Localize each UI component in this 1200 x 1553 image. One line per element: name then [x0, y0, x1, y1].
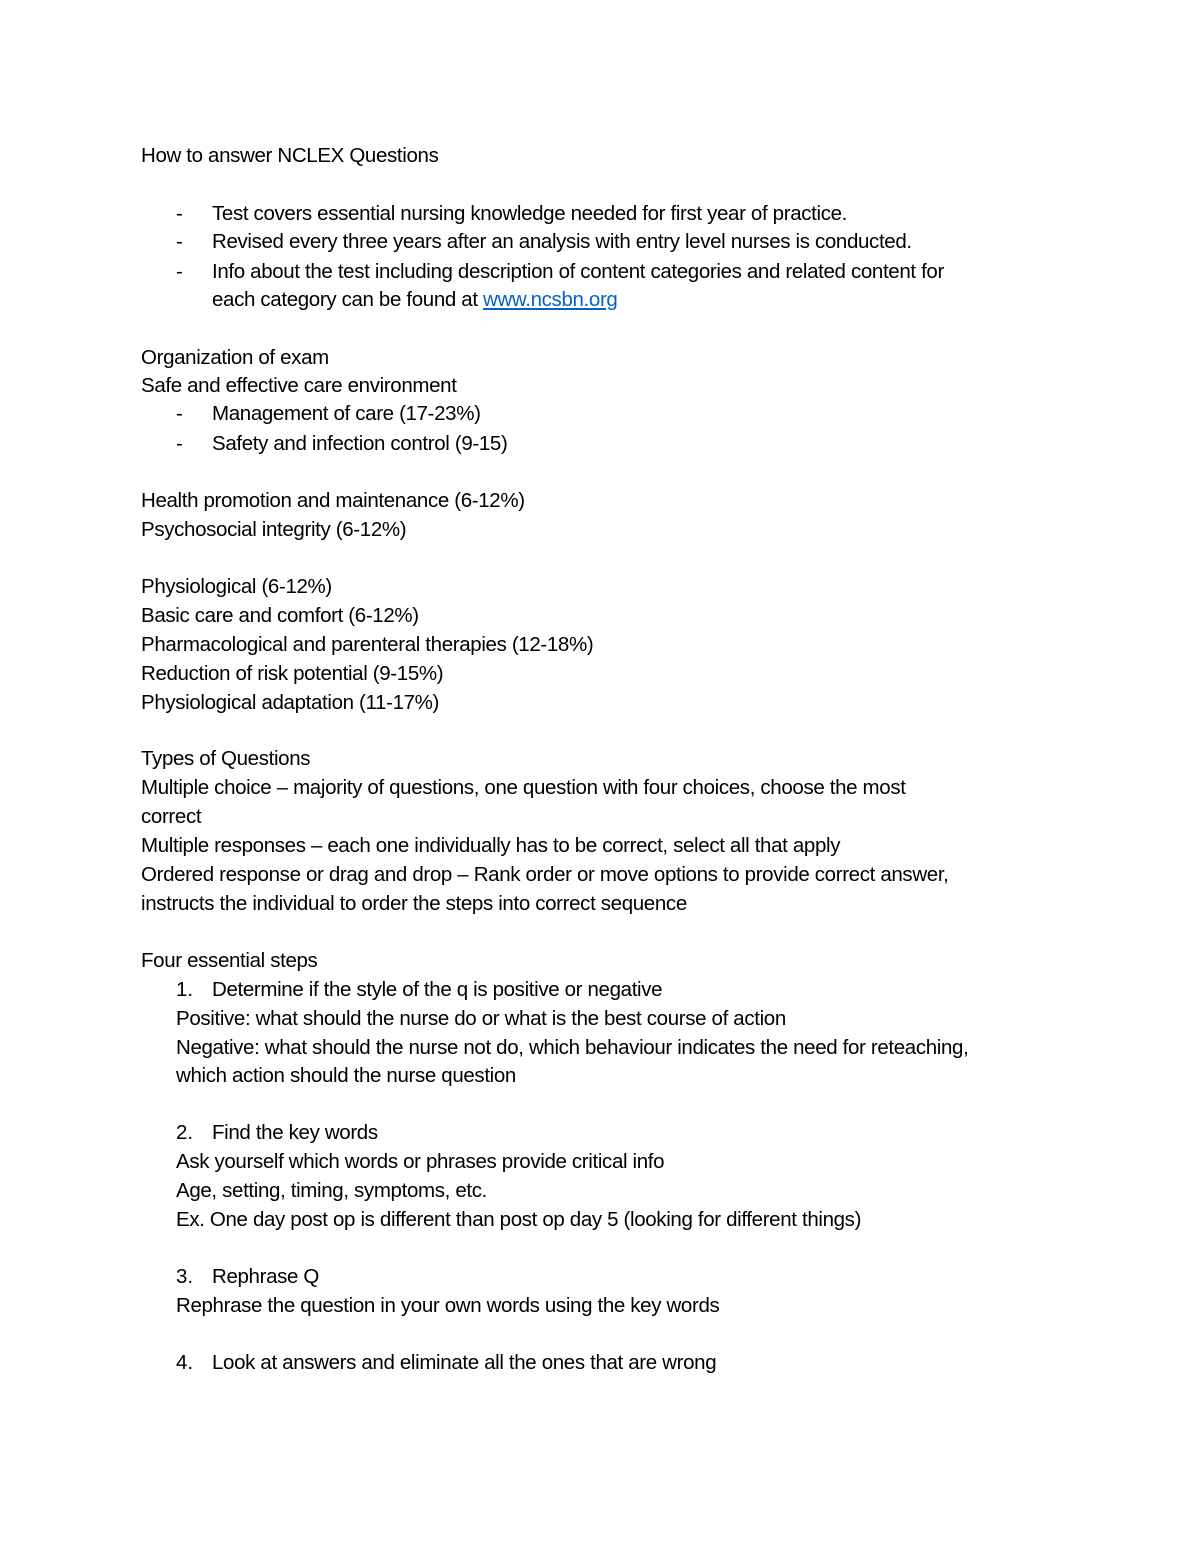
step-2-title: Find the key words [212, 1121, 378, 1144]
types-line-4: Ordered response or drag and drop – Rank order or move options to provide correct answer, [141, 863, 949, 886]
physio-line-5: Physiological adaptation (11-17%) [141, 691, 440, 714]
step-1-title: Determine if the style of the q is positive or negative [212, 978, 663, 1001]
intro-bullet-1: Test covers essential nursing knowledge needed for first year of practice. [212, 202, 847, 225]
bullet-dash: - [176, 432, 183, 455]
intro-bullet-3-cont-text: each category can be found at [212, 288, 484, 311]
step-4-title: Look at answers and eliminate all the ones that are wrong [212, 1351, 717, 1374]
health-line-1: Health promotion and maintenance (6-12%) [141, 489, 525, 512]
step-2-number: 2. [176, 1121, 194, 1144]
intro-bullet-2: Revised every three years after an analysis with entry level nurses is conducted. [212, 230, 912, 253]
types-line-1: Multiple choice – majority of questions, one question with four choices, choose the most [141, 776, 906, 799]
step-2-line-2: Age, setting, timing, symptoms, etc. [176, 1179, 487, 1202]
physio-line-1: Physiological (6-12%) [141, 575, 332, 598]
physio-line-4: Reduction of risk potential (9-15%) [141, 662, 444, 685]
step-2-line-1: Ask yourself which words or phrases provide critical info [176, 1150, 665, 1173]
types-line-3: Multiple responses – each one individually has to be correct, select all that apply [141, 834, 841, 857]
org-bullet-1: Management of care (17-23%) [212, 402, 481, 425]
step-3-number: 3. [176, 1265, 194, 1288]
step-4-number: 4. [176, 1351, 194, 1374]
step-1-line-2: Negative: what should the nurse not do, which behaviour indicates the need for reteaching, [176, 1036, 969, 1059]
step-3-line-1: Rephrase the question in your own words using the key words [176, 1294, 720, 1317]
step-2-line-3: Ex. One day post op is different than post op day 5 (looking for different things) [176, 1208, 862, 1231]
org-bullet-2: Safety and infection control (9-15) [212, 432, 508, 455]
bullet-dash: - [176, 202, 183, 225]
ncsbn-link[interactable]: www.ncsbn.org [483, 288, 618, 311]
intro-bullet-3: Info about the test including description of content categories and related content for [212, 260, 944, 283]
bullet-dash: - [176, 402, 183, 425]
step-1-line-3: which action should the nurse question [176, 1064, 516, 1087]
types-heading: Types of Questions [141, 747, 311, 770]
steps-heading: Four essential steps [141, 949, 318, 972]
physio-line-3: Pharmacological and parenteral therapies (12-18%) [141, 633, 594, 656]
organization-heading: Organization of exam [141, 346, 329, 369]
step-3-title: Rephrase Q [212, 1265, 320, 1288]
bullet-dash: - [176, 260, 183, 283]
health-line-2: Psychosocial integrity (6-12%) [141, 518, 407, 541]
step-1-number: 1. [176, 978, 194, 1001]
physio-line-2: Basic care and comfort (6-12%) [141, 604, 419, 627]
types-line-2: correct [141, 805, 202, 828]
document-title: How to answer NCLEX Questions [141, 144, 439, 167]
organization-subheading: Safe and effective care environment [141, 374, 457, 397]
types-line-5: instructs the individual to order the steps into correct sequence [141, 892, 687, 915]
intro-bullet-3-cont [212, 286, 617, 314]
bullet-dash: - [176, 230, 183, 253]
step-1-line-1: Positive: what should the nurse do or what is the best course of action [176, 1007, 786, 1030]
